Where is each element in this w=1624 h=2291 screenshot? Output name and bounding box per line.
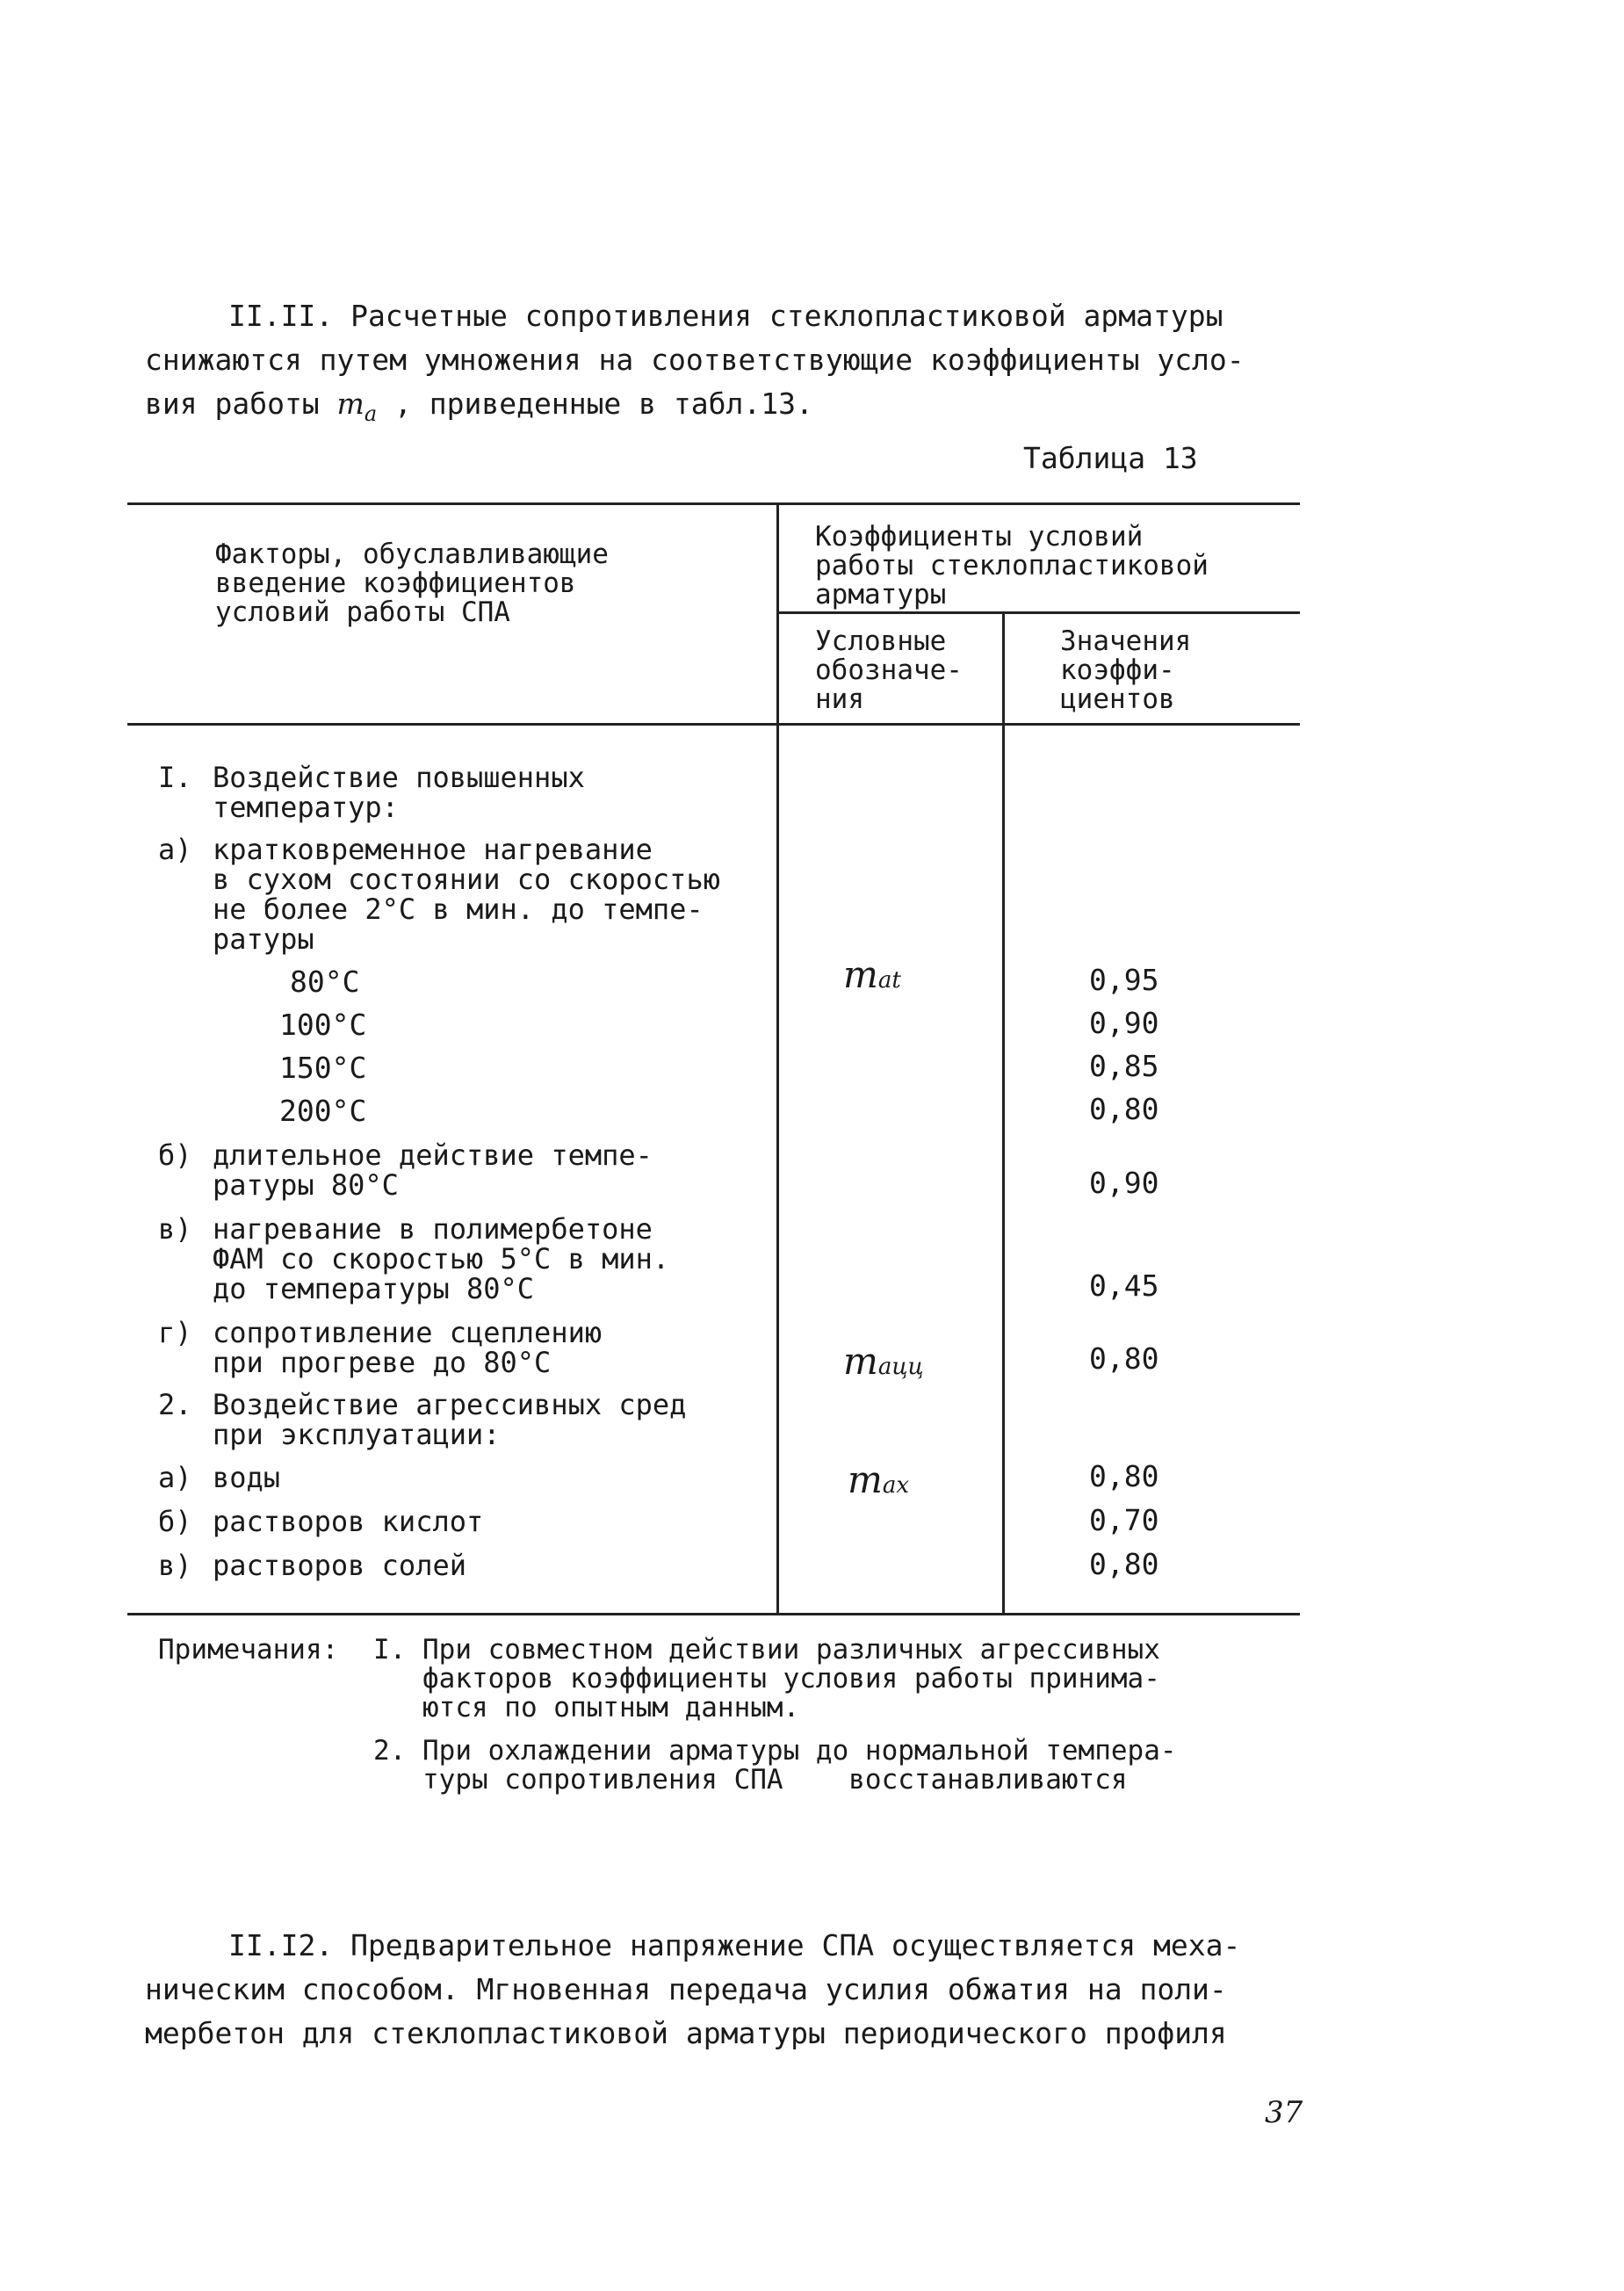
- value-cell: 0,90: [1089, 1006, 1159, 1040]
- p1-line3a: вия работы: [145, 387, 337, 421]
- header-symbols: Условные обозначе- ния: [815, 625, 963, 715]
- value-cell: 0,80: [1089, 1459, 1159, 1493]
- value-cell: 0,80: [1089, 1547, 1159, 1581]
- value-cell: 0,80: [1089, 1092, 1159, 1126]
- temperature-200: 200°С: [279, 1094, 367, 1128]
- p2-line3: мербетон для стеклопластиковой арматуры периодического профиля: [145, 2016, 1227, 2050]
- temperature-80: 80°С: [290, 965, 360, 999]
- value-cell: 0,80: [1089, 1341, 1159, 1376]
- value-cell: 0,95: [1089, 963, 1159, 997]
- table-bottom-rule: [127, 1613, 1300, 1615]
- col-divider-2: [1002, 611, 1005, 1615]
- note-1: I. При совместном действии различных агрессивных факторов коэффициенты условия работы принима- ются по опытным данным.: [373, 1634, 1160, 1724]
- header-values: Значения коэффи- циентов: [1060, 625, 1192, 715]
- table-top-rule: [127, 502, 1300, 505]
- value-cell: 0,45: [1089, 1268, 1159, 1303]
- note-2: 2. При охлаждении арматуры до нормальной темпера- туры сопротивления СПА восстанавливаются: [373, 1735, 1177, 1796]
- paragraph-11-12: [145, 1924, 1260, 2056]
- p1-line2: снижаются путем умножения на соответствующие коэффициенты усло-: [145, 343, 1245, 377]
- header-sub-rule: [777, 611, 1300, 614]
- value-cell: 0,70: [1089, 1503, 1159, 1537]
- value-cell: 0,90: [1089, 1166, 1159, 1200]
- header-coefficients: Коэффициенты условий работы стеклопластиковой арматуры: [815, 521, 1209, 611]
- paragraph-11-11: [145, 294, 1260, 436]
- symbol-m-acc: mацц: [843, 1340, 924, 1383]
- p2-line1: II.I2. Предварительное напряжение СПА осуществляется меха-: [228, 1928, 1241, 1962]
- symbol-m: m: [336, 387, 364, 421]
- symbol-sub: a: [364, 401, 378, 426]
- p1-line3b: , приведенные в табл.13.: [377, 387, 813, 421]
- header-factors: Факторы, обуславливающие введение коэффициентов условий работы СПА: [215, 538, 609, 628]
- temperature-100: 100°С: [279, 1008, 367, 1042]
- header-bottom-rule: [127, 723, 1300, 726]
- col-divider-1: [776, 502, 779, 1615]
- p2-line2: ническим способом. Мгновенная передача усилия обжатия на поли-: [145, 1972, 1227, 2006]
- p1-line1: II.II. Расчетные сопротивления стеклопластиковой арматуры: [228, 299, 1223, 333]
- value-cell: 0,85: [1089, 1049, 1159, 1083]
- notes-label: Примечания:: [158, 1634, 339, 1666]
- symbol-m-at: mat: [843, 953, 901, 996]
- temperature-150: 150°С: [279, 1051, 367, 1085]
- symbol-m-ax: max: [848, 1458, 909, 1501]
- table-caption: Таблица 13: [1023, 441, 1198, 475]
- page-number: 37: [1265, 2095, 1303, 2130]
